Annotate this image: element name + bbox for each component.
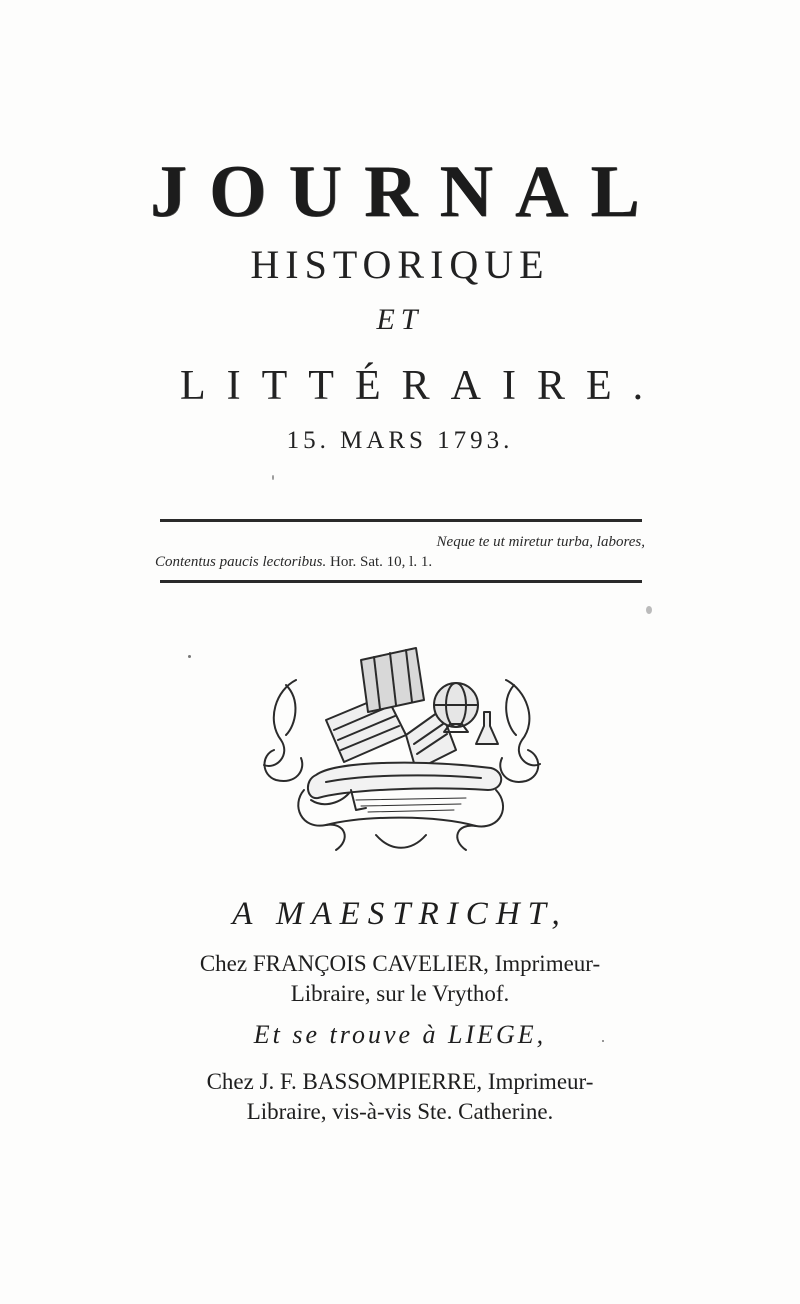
imprint-city-maestricht: A MAESTRICHT, — [232, 896, 568, 932]
paper-speck — [272, 475, 274, 480]
epigraph-reference: Hor. Sat. 10, l. 1. — [330, 554, 433, 570]
printers-ornament-icon — [256, 640, 546, 858]
title-et: ET — [376, 303, 424, 336]
paper-speck — [602, 1040, 604, 1042]
paper-speck — [188, 655, 191, 658]
issue-date: 15. MARS 1793. — [286, 427, 514, 454]
imprint-printer-address: Libraire, sur le Vrythof. — [290, 981, 510, 1006]
bottom-rule — [160, 580, 642, 583]
imprint-bookseller-address: Libraire, vis-à-vis Ste. Catherine. — [246, 1099, 554, 1124]
imprint-city-liege: Et se trouve à LIEGE, — [253, 1020, 547, 1049]
epigraph-line-1: Neque te ut miretur turba, labores, — [436, 534, 645, 550]
title-litteraire: LITTÉRAIRE. — [180, 363, 665, 409]
top-rule — [160, 519, 642, 522]
imprint-printer-line: Chez FRANÇOIS CAVELIER, Imprimeur- — [199, 951, 601, 976]
paper-speck — [646, 606, 652, 614]
epigraph-line-2 — [155, 555, 645, 570]
epigraph-text: Contentus paucis lectoribus. — [155, 554, 327, 570]
journal-title: JOURNAL — [150, 151, 662, 233]
imprint-bookseller-line: Chez J. F. BASSOMPIERRE, Imprimeur- — [206, 1069, 594, 1094]
title-historique: HISTORIQUE — [250, 242, 550, 287]
